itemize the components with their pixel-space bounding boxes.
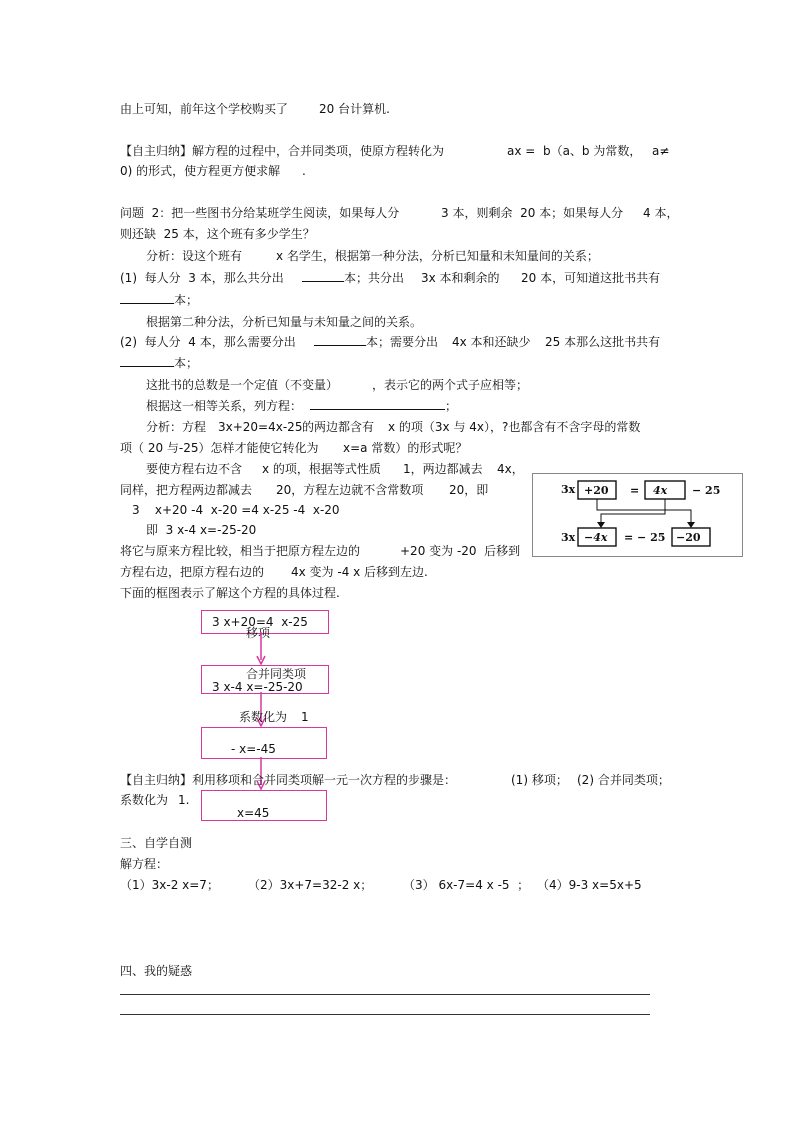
text-line: 根据第二种分法，分析已知量与未知量之间的关系。 — [146, 315, 423, 329]
equation: 3 x+20 -4 x-20 =4 x-25 -4 x-20 — [132, 503, 340, 517]
text-line: x 的项，根据等式性质 — [262, 462, 381, 476]
transposition-figure — [532, 473, 743, 557]
flow-equation: - x=-45 — [231, 742, 276, 756]
text-line: 分析：方程 — [146, 420, 207, 434]
text-line: (1) 每人分 3 本，那么共分出 — [120, 271, 284, 285]
text-line: 1. — [178, 793, 190, 807]
text-line: 解方程： — [120, 857, 169, 871]
text-line: (2) 合并同类项； — [577, 773, 670, 787]
flow-step-label: 合并同类项 — [246, 667, 307, 681]
text-line: 由上可知，前年这个学校购买了 — [120, 102, 289, 116]
text-line: 3 本，则剩余 20 本；如果每人分 — [441, 206, 624, 220]
text-line: 项（ 20 与-25）怎样才能使它转化为 — [120, 441, 319, 455]
text-line: 20 台计算机. — [319, 102, 390, 116]
flow-equation: 3 x-4 x=-25-20 — [212, 680, 303, 694]
text-line: 25 本那么这批书共有 — [545, 335, 661, 349]
fill-blank[interactable] — [120, 355, 174, 367]
fig-term: +20 — [584, 484, 609, 497]
text-line: 同样，把方程两边都减去 — [120, 483, 253, 497]
text-line: 20，即 — [449, 483, 489, 497]
flow-step-label: 移项 — [246, 626, 271, 640]
text-line: 则还缺 25 本，这个班有多少学生？ — [120, 227, 315, 241]
fig-term: 3x — [561, 483, 576, 496]
text-line: a≠ — [652, 144, 670, 158]
text-line: 下面的框图表示了解这个方程的具体过程. — [120, 586, 340, 600]
answer-line[interactable] — [120, 1014, 650, 1015]
text-line: 要使方程右边不含 — [146, 462, 243, 476]
answer-line[interactable] — [120, 994, 650, 995]
fig-term: −20 — [676, 531, 701, 544]
text-line: 0) 的形式，使方程更方便求解 — [120, 164, 281, 178]
text-line: ax = b（a、b 为常数， — [507, 144, 642, 158]
fig-term: = − 25 — [624, 531, 666, 544]
text-line: 的两边都含有 — [302, 420, 375, 434]
fig-term: −4x — [584, 531, 608, 544]
text-line: 20 本，可知道这批书共有 — [521, 271, 661, 285]
text-line: 20，方程左边就不含常数项 — [276, 483, 424, 497]
flow-equation: x=45 — [237, 806, 270, 820]
text-line: 本； — [120, 355, 198, 371]
text-line: . — [302, 164, 306, 178]
text-line: 3x+20=4x-25 — [218, 420, 303, 434]
exercise: （1）3x-2 x=7； — [120, 878, 219, 892]
text-line: 本；需要分出 — [314, 334, 438, 350]
section-heading: 三、自学自测 — [120, 836, 193, 850]
fig-term: = — [630, 484, 640, 497]
flow-arrow-icon — [256, 632, 266, 666]
text-line: x 的项（3x 与 4x），?也都含有不含字母的常数 — [388, 420, 641, 434]
text-line: 4x 本和还缺少 — [452, 335, 531, 349]
flow-step-label: 系数化为 1 — [239, 710, 309, 724]
text-line: (1) 移项； — [511, 773, 568, 787]
text-line: 1，两边都减去 — [403, 462, 483, 476]
text-line: 问题 2：把一些图书分给某班学生阅读，如果每人分 — [120, 206, 400, 220]
fill-blank[interactable] — [120, 292, 174, 304]
text-line: 4 本， — [643, 206, 679, 220]
text-line: 【自主归纳】利用移项和合并同类项解一元一次方程的步骤是： — [120, 773, 457, 787]
text-line: x=a 常数）的形式呢？ — [343, 441, 468, 455]
section-heading: 四、我的疑惑 — [120, 964, 193, 978]
exercise: （2）3x+7=32-2 x； — [248, 878, 373, 892]
text-line: 方程右边，把原方程右边的 — [120, 565, 265, 579]
text-line: 系数化为 — [120, 793, 169, 807]
text-line: 【自主归纳】解方程的过程中，合并同类项，使原方程转化为 — [120, 144, 445, 158]
text-line: 本； — [120, 292, 198, 308]
text-line: 4x， — [497, 462, 524, 476]
text-line: 将它与原来方程比较，相当于把原方程左边的 — [120, 544, 361, 558]
text-line: 这批书的总数是一个定值（不变量） — [146, 378, 339, 392]
text-line: 本；共分出 — [302, 270, 404, 286]
text-line: 4x 变为 -4 x 后移到左边. — [291, 565, 428, 579]
fig-term: 4x — [653, 484, 668, 497]
text-line: +20 变为 -20 后移到 — [400, 544, 521, 558]
fill-blank[interactable] — [310, 398, 445, 410]
fill-blank[interactable] — [302, 270, 344, 282]
text-line: 根据这一相等关系，列方程： ； — [146, 399, 458, 413]
fig-term: − 25 — [692, 484, 721, 497]
transposition-diagram — [533, 474, 742, 556]
flow-equation: 3 x+20=4 x-25 — [212, 615, 308, 629]
equation: 即 3 x-4 x=-25-20 — [146, 523, 257, 537]
text-line: 分析：设这个班有 — [146, 249, 243, 263]
text-line: 3x 本和剩余的 — [421, 271, 500, 285]
fill-blank[interactable] — [314, 334, 366, 346]
text-line: (2) 每人分 4 本，那么需要分出 — [120, 335, 296, 349]
exercise: （4）9-3 x=5x+5 — [537, 878, 642, 892]
exercise: （3） 6x-7=4 x -5 ； — [403, 878, 530, 892]
text-line: x 名学生，根据第一种分法，分析已知量和未知量间的关系； — [276, 249, 599, 263]
text-line: ，表示它的两个式子应相等； — [372, 378, 529, 392]
fig-term: 3x — [561, 531, 576, 544]
